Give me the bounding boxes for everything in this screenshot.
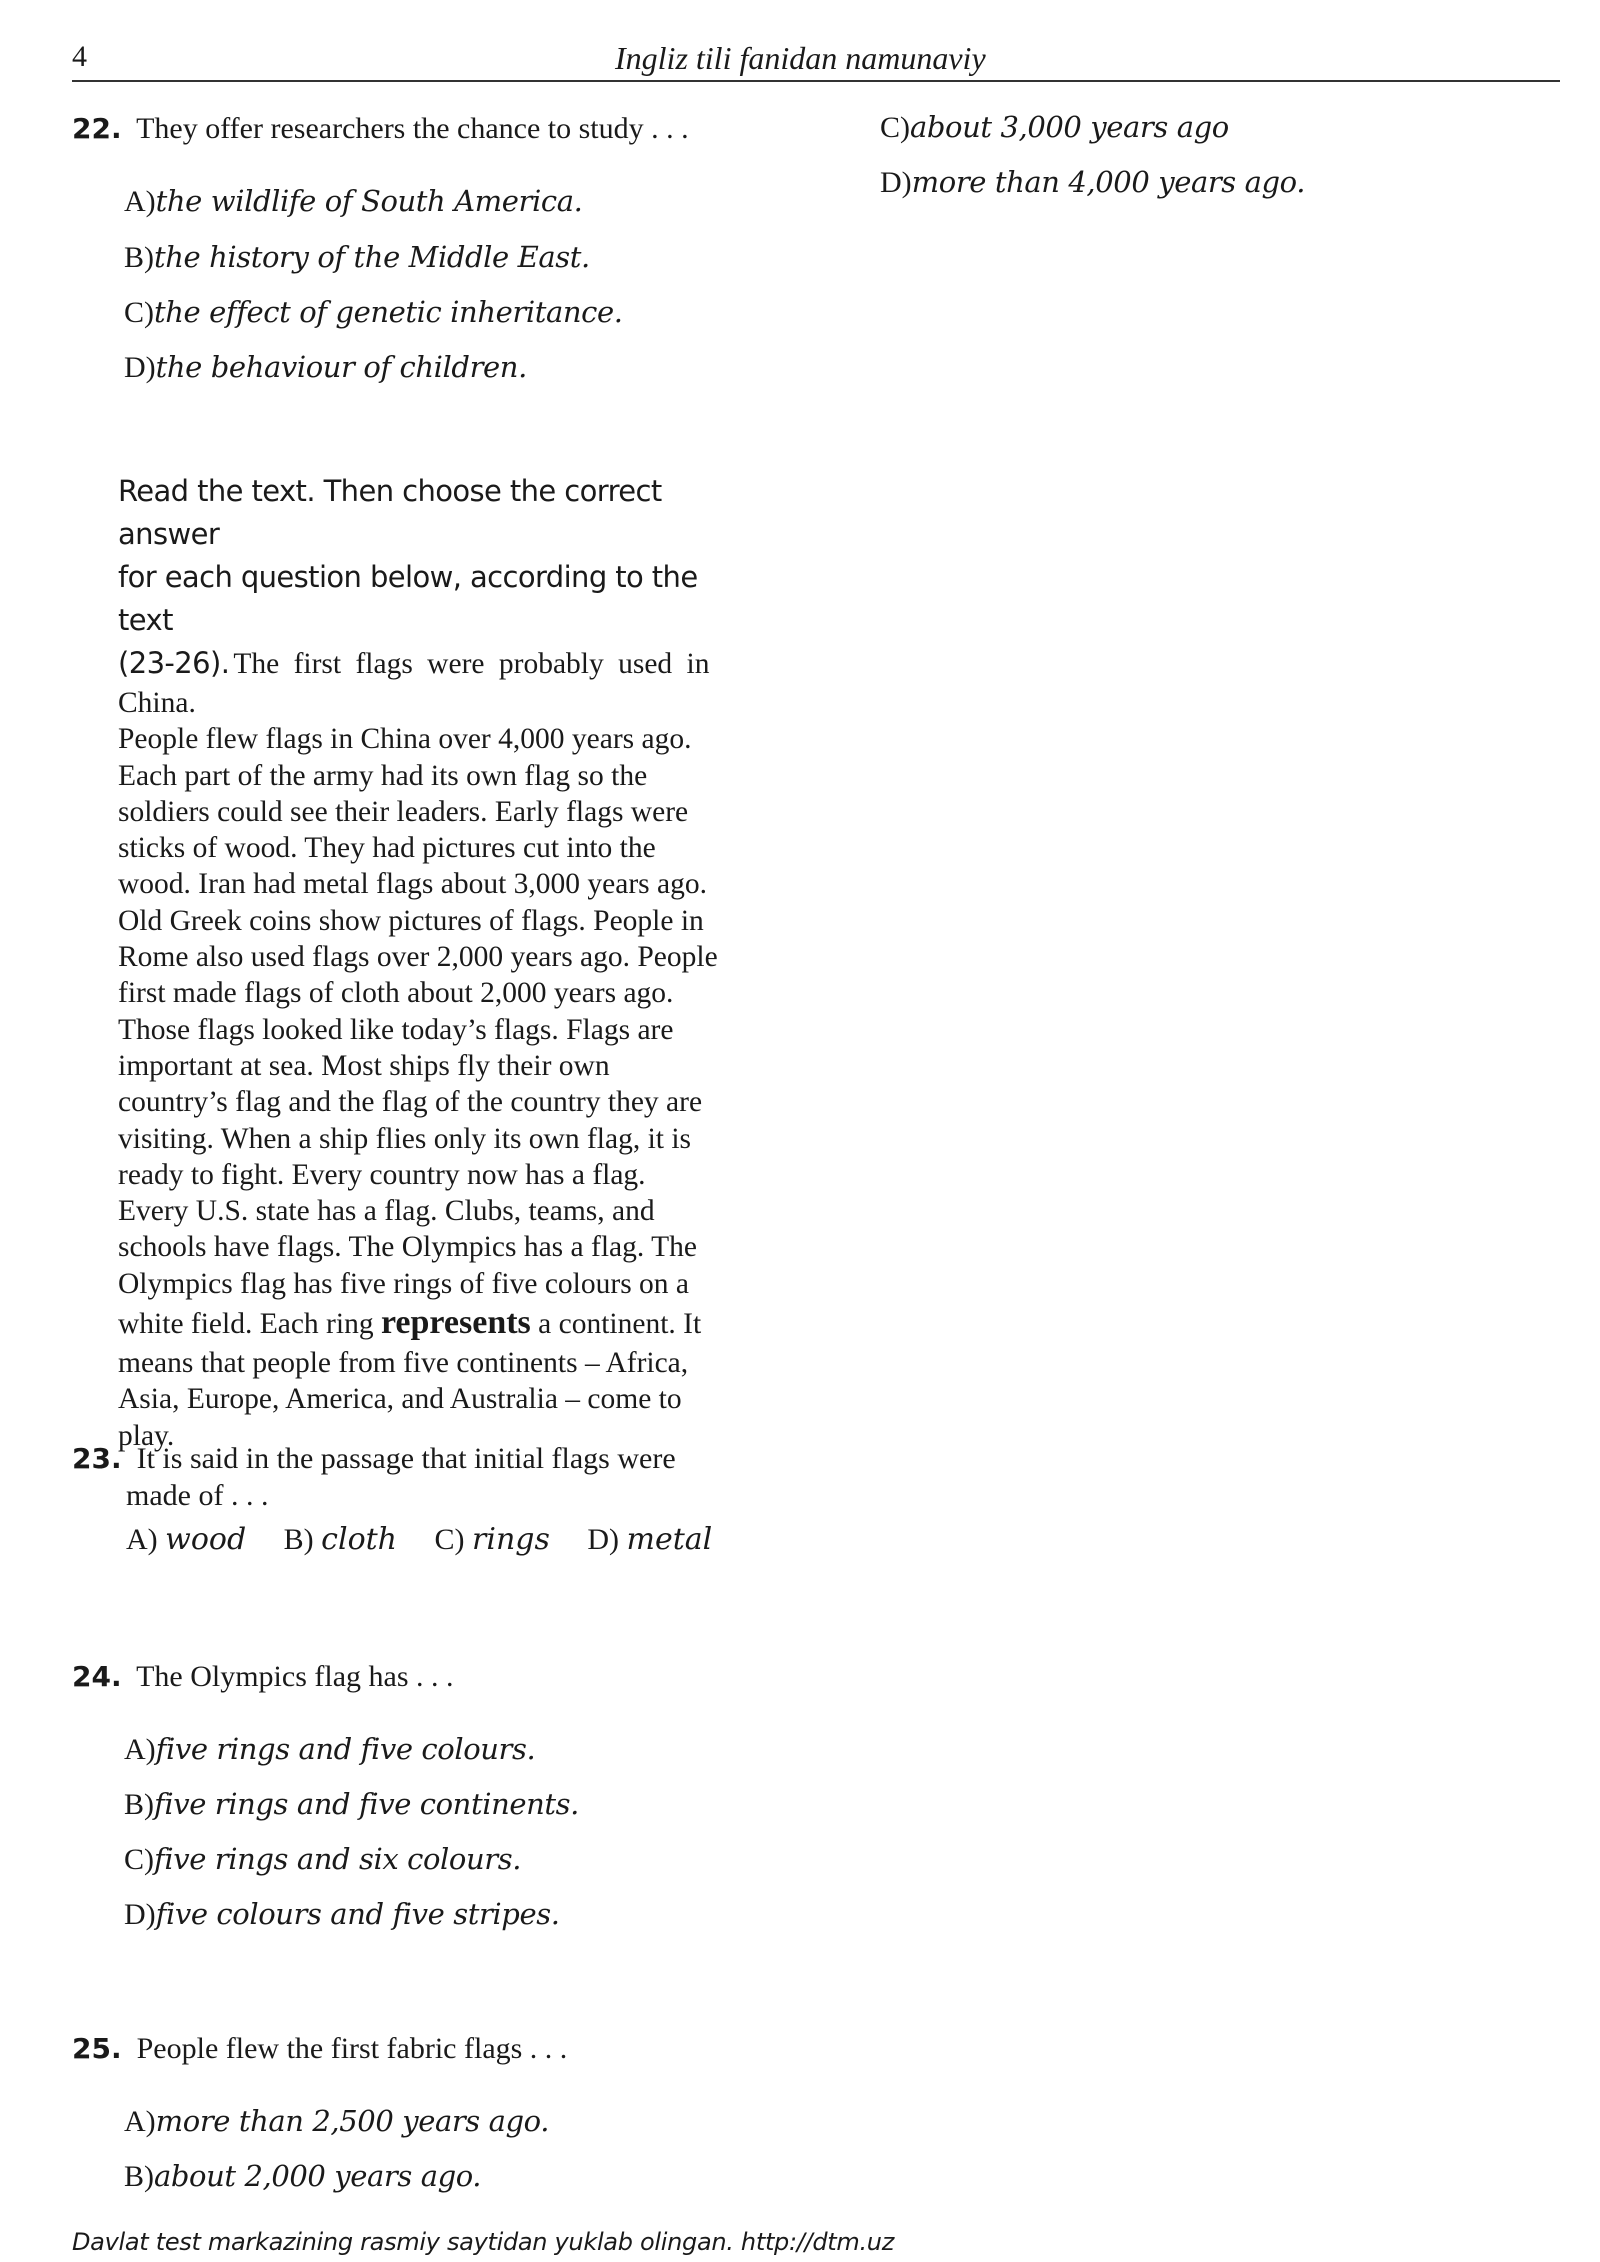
question-24-stem xyxy=(72,1658,454,1695)
reading-passage xyxy=(118,470,758,1454)
passage-line: ready to fight. Every country now has a flag. xyxy=(118,1158,646,1191)
option-text: the wildlife of South America. xyxy=(155,184,583,218)
passage-line: The first flags were probably used in xyxy=(233,648,710,680)
q23-option-d[interactable] xyxy=(587,1523,712,1556)
option-text: five colours and five stripes. xyxy=(155,1897,560,1931)
option-letter: C) xyxy=(880,111,910,144)
q23-option-b[interactable] xyxy=(284,1523,397,1556)
passage-line: sticks of wood. They had pictures cut into the xyxy=(118,832,656,865)
question-text: They offer researchers the chance to study . . . xyxy=(136,112,689,145)
option-text: cloth xyxy=(321,1522,398,1557)
option-letter: B) xyxy=(283,1523,314,1556)
option-text: five rings and five colours. xyxy=(155,1732,536,1766)
option-text: the effect of genetic inheritance. xyxy=(154,295,623,329)
question-22-stem xyxy=(72,110,689,147)
passage-line: Old Greek coins show pictures of flags. People in xyxy=(118,904,704,937)
passage-line: important at sea. Most ships fly their own xyxy=(118,1049,610,1082)
q22-option-a[interactable] xyxy=(124,184,582,219)
q23-option-a[interactable] xyxy=(126,1523,246,1556)
q22-option-b[interactable] xyxy=(124,240,590,275)
option-letter: D) xyxy=(124,1898,156,1931)
page-number: 4 xyxy=(72,40,87,73)
passage-text: a continent. It xyxy=(530,1308,702,1341)
passage-line: Rome also used flags over 2,000 years ago. People xyxy=(118,941,718,974)
question-text: It is said in the passage that initial flags were xyxy=(136,1442,676,1475)
question-number: 23. xyxy=(72,1442,122,1475)
passage-line: visiting. When a ship flies only its own flag, it is xyxy=(118,1122,692,1155)
option-letter: D) xyxy=(587,1523,620,1556)
passage-line xyxy=(118,1302,758,1345)
passage-line: China. xyxy=(118,687,196,719)
q24-option-c[interactable] xyxy=(124,1842,521,1877)
option-letter: A) xyxy=(124,1733,156,1766)
header-divider xyxy=(72,80,1560,82)
passage-instruction-range: (23-26). xyxy=(118,646,230,680)
q24-option-b[interactable] xyxy=(124,1787,579,1822)
page-footer-source: Davlat test markazining rasmiy saytidan yuklab olingan. http://dtm.uz xyxy=(72,2228,895,2256)
passage-line: Each part of the army had its own flag so the xyxy=(118,759,648,792)
question-number: 24. xyxy=(72,1660,122,1693)
passage-line: schools have flags. The Olympics has a flag. The xyxy=(118,1231,697,1264)
q25-option-b[interactable] xyxy=(124,2159,481,2194)
option-letter: A) xyxy=(126,1523,158,1556)
q24-option-d[interactable] xyxy=(124,1897,560,1932)
option-letter: D) xyxy=(880,166,912,199)
passage-instruction-line: for each question below, according to the text xyxy=(118,560,698,637)
q22-option-c[interactable] xyxy=(124,295,623,330)
passage-line: means that people from five continents – Africa, xyxy=(118,1347,689,1380)
option-text: about 3,000 years ago xyxy=(910,110,1229,144)
passage-line: country’s flag and the flag of the country they are xyxy=(118,1086,703,1119)
passage-instruction-line: Read the text. Then choose the correct answer xyxy=(118,474,662,551)
passage-line: Every U.S. state has a flag. Clubs, teams, and xyxy=(118,1195,655,1228)
passage-line: soldiers could see their leaders. Early flags were xyxy=(118,795,689,828)
option-letter: B) xyxy=(124,241,154,274)
option-text: more than 2,500 years ago. xyxy=(155,2104,550,2138)
option-letter: C) xyxy=(124,1843,154,1876)
option-letter: D) xyxy=(124,351,156,384)
option-text: five rings and five continents. xyxy=(154,1787,579,1821)
option-text: rings xyxy=(472,1522,550,1557)
passage-line: Olympics flag has five rings of five colours on a xyxy=(118,1267,690,1300)
question-number: 25. xyxy=(72,2032,122,2065)
option-text: more than 4,000 years ago. xyxy=(911,165,1306,199)
question-25-stem xyxy=(72,2030,567,2067)
option-letter: C) xyxy=(124,296,154,329)
passage-line: play. xyxy=(118,1419,175,1452)
emphasized-word: represents xyxy=(380,1304,531,1342)
option-letter: B) xyxy=(124,2160,154,2193)
question-text: The Olympics flag has . . . xyxy=(136,1660,454,1693)
option-text: five rings and six colours. xyxy=(154,1842,522,1876)
q23-option-c[interactable] xyxy=(435,1523,550,1556)
passage-first-line xyxy=(118,642,758,685)
q22-option-d[interactable] xyxy=(124,350,527,385)
question-text-continued: made of . . . xyxy=(126,1479,269,1512)
option-letter: C) xyxy=(434,1523,465,1556)
option-text: the history of the Middle East. xyxy=(154,240,590,274)
passage-line: People flew flags in China over 4,000 years ago. xyxy=(118,723,692,756)
option-letter: A) xyxy=(124,2105,156,2138)
passage-text: white field. Each ring xyxy=(118,1308,381,1341)
question-number: 22. xyxy=(72,112,122,145)
q23-options xyxy=(126,1522,742,1557)
option-text: about 2,000 years ago. xyxy=(154,2159,482,2193)
option-text: wood xyxy=(165,1522,247,1557)
q25-option-d[interactable] xyxy=(880,165,1305,200)
question-text: People flew the first fabric flags . . . xyxy=(136,2032,568,2065)
page-header-title: Ingliz tili fanidan namunaviy xyxy=(615,40,986,76)
option-letter: A) xyxy=(124,185,156,218)
passage-line: first made flags of cloth about 2,000 years ago. xyxy=(118,977,674,1010)
option-text: metal xyxy=(626,1522,713,1557)
q25-option-c[interactable] xyxy=(880,110,1229,145)
passage-line: wood. Iran had metal flags about 3,000 years ago. xyxy=(118,868,708,901)
passage-line: Asia, Europe, America, and Australia – come to xyxy=(118,1383,682,1416)
option-letter: B) xyxy=(124,1788,154,1821)
q24-option-a[interactable] xyxy=(124,1732,535,1767)
question-23-stem xyxy=(72,1440,676,1514)
q25-option-a[interactable] xyxy=(124,2104,549,2139)
option-text: the behaviour of children. xyxy=(155,350,527,384)
passage-line: Those flags looked like today’s flags. Flags are xyxy=(118,1013,674,1046)
